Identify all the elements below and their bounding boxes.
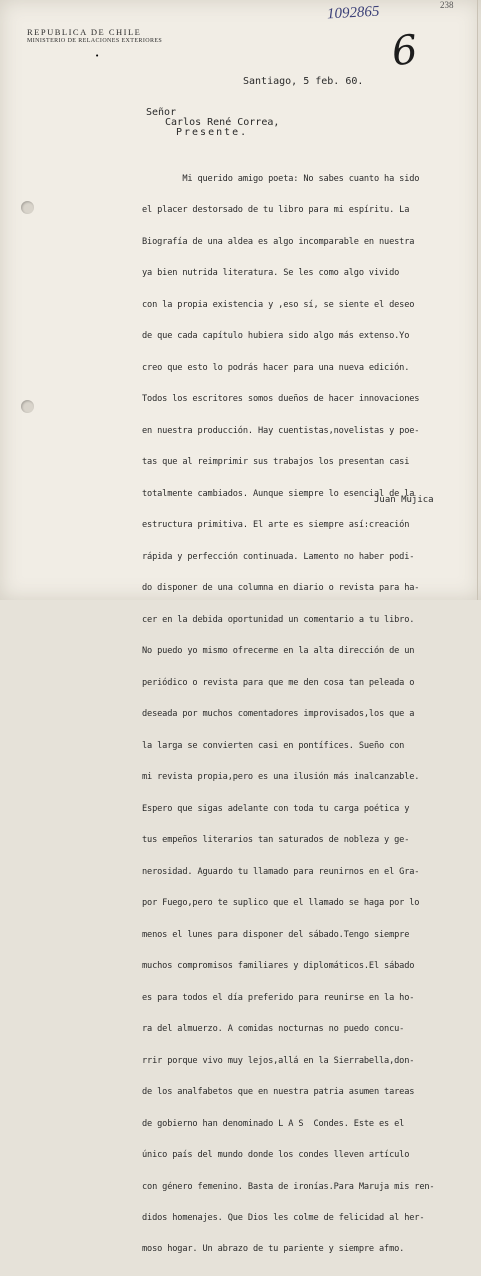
archive-number: 1092865: [326, 3, 380, 23]
body-line: totalmente cambiados. Aunque siempre lo esencial de la: [142, 488, 415, 499]
body-line: de los analfabetos que en nuestra patria asumen tareas: [142, 1087, 415, 1098]
recipient-name: Carlos René Correa,: [165, 117, 280, 128]
body-line: único país del mundo donde los condes lleven artículo: [142, 1150, 410, 1161]
letterhead-country: REPUBLICA DE CHILE: [27, 27, 142, 37]
body-line: periódico o revista para que me den cosa tan peleada o: [142, 677, 415, 688]
body-line: Espero que sigas adelante con toda tu carga poética y: [142, 803, 410, 814]
body-line: menos el lunes para disponer del sábado.Tengo siempre: [142, 929, 410, 940]
letter-body: [142, 153, 458, 1276]
body-line: es para todos el día preferido para reunirse en la ho-: [142, 992, 415, 1003]
handwritten-page-number: 6: [389, 26, 420, 76]
body-line: tus empeños literarios tan saturados de nobleza y ge-: [142, 835, 410, 846]
body-line: estructura primitiva. El arte es siempre así:creación: [142, 520, 410, 531]
body-line: No puedo yo mismo ofrecerme en la alta dirección de un: [142, 646, 415, 657]
body-line: creo que esto lo podrás hacer para una nueva edición.: [142, 362, 410, 373]
recipient-presente: Presente.: [176, 127, 249, 138]
body-line: con género femenino. Basta de ironías.Para Maruja mis ren-: [142, 1181, 435, 1192]
body-line: por Fuego,pero te suplico que el llamado se haga por lo: [142, 898, 420, 909]
body-line: Todos los escritores somos dueños de hacer innovaciones: [142, 394, 420, 405]
body-line: do disponer de una columna en diario o revista para ha-: [142, 583, 420, 594]
punch-hole-top: [21, 201, 34, 214]
letterhead-mark: •: [95, 52, 100, 60]
letterhead: [27, 27, 162, 44]
body-line: deseada por muchos comentadores improvisados,los que a: [142, 709, 415, 720]
body-line: nerosidad. Aguardo tu llamado para reunirnos en el Gra-: [142, 866, 420, 877]
body-line: la larga se convierten casi en pontífices. Sueño con: [142, 740, 405, 751]
body-line: ya bien nutrida literatura. Se les como algo vivido: [142, 268, 400, 279]
body-line: ra del almuerzo. A comidas nocturnas no puedo concu-: [142, 1024, 405, 1035]
body-line: moso hogar. Un abrazo de tu pariente y siempre afmo.: [142, 1244, 405, 1255]
letterhead-ministry: MINISTERIO DE RELACIONES EXTERIORES: [27, 38, 163, 44]
body-line: tas que al reimprimir sus trabajos los presentan casi: [142, 457, 410, 468]
body-line: mi revista propia,pero es una ilusión más inalcanzable.: [142, 772, 420, 783]
body-line: Mi querido amigo poeta: No sabes cuanto ha sido: [142, 174, 420, 184]
body-line: de que cada capítulo hubiera sido algo más extenso.Yo: [142, 331, 410, 342]
recipient-title: Señor: [146, 107, 177, 118]
body-line: con la propia existencia y ,eso sí, se siente el deseo: [142, 299, 415, 310]
punch-hole-bottom: [21, 400, 34, 413]
body-line: rrir porque vivo muy lejos,allá en la Sierrabella,don-: [142, 1055, 415, 1066]
body-line: de gobierno han denominado L A S Condes. Este es el: [142, 1118, 405, 1129]
body-line: el placer destorsado de tu libro para mi espíritu. La: [142, 205, 410, 216]
page-edge-line: [477, 0, 478, 600]
archive-page-ref: 238: [440, 0, 454, 10]
body-line: muchos compromisos familiares y diplomáticos.El sábado: [142, 961, 415, 972]
signature-name: Juan Mujica: [374, 495, 434, 505]
letter-date: Santiago, 5 feb. 60.: [243, 76, 364, 87]
body-line: Biografía de una aldea es algo incomparable en nuestra: [142, 236, 415, 247]
body-line: en nuestra producción. Hay cuentistas,novelistas y poe-: [142, 425, 420, 436]
body-line: didos homenajes. Que Dios les colme de felicidad al her-: [142, 1212, 425, 1223]
body-line: rápida y perfección continuada. Lamento no haber podi-: [142, 551, 415, 562]
body-line: cer en la debida oportunidad un comentario a tu libro.: [142, 614, 415, 625]
